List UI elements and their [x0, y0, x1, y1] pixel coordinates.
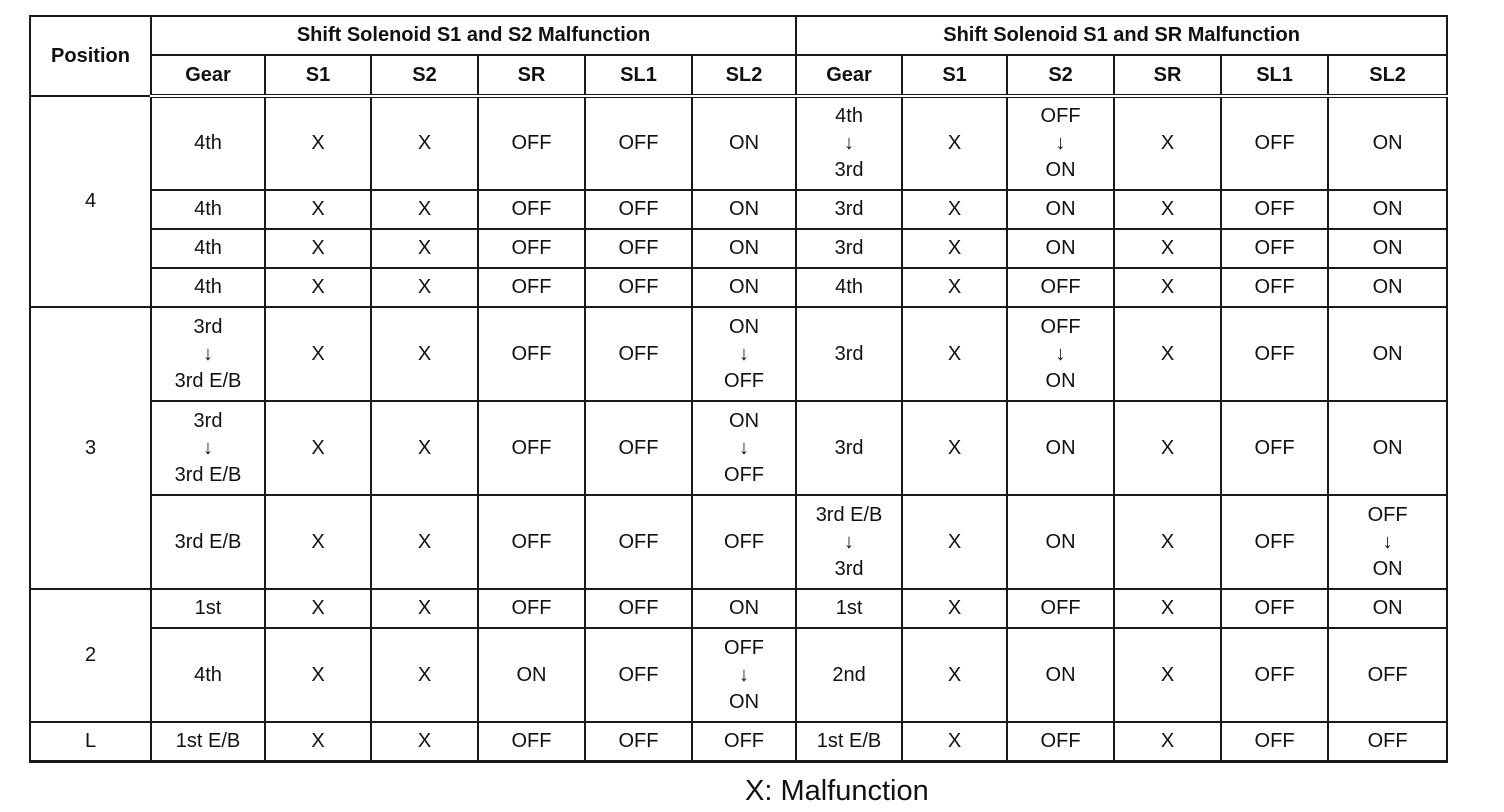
left-s1-cell: X	[265, 722, 371, 761]
state-text: ON	[1045, 369, 1076, 392]
arrow-down-icon: ↓	[1382, 530, 1393, 553]
left-sl1-cell: OFF	[585, 190, 692, 229]
transition-stack	[724, 635, 764, 716]
right-sl2-cell: ON	[1328, 589, 1447, 628]
arrow-down-icon: ↓	[1055, 342, 1066, 365]
left-sl2-cell	[692, 401, 796, 495]
table-row	[30, 722, 1447, 761]
right-s1-cell: X	[902, 268, 1007, 307]
left-sr-cell: OFF	[478, 268, 585, 307]
left-s2-cell: X	[371, 628, 478, 722]
left-sr-cell: OFF	[478, 722, 585, 761]
arrow-down-icon: ↓	[844, 132, 855, 154]
transition-stack	[835, 103, 864, 184]
right-sr-cell: X	[1114, 495, 1221, 589]
right-s2-cell: OFF	[1007, 589, 1114, 628]
right-s1-cell: X	[902, 589, 1007, 628]
left-s2-cell: X	[371, 268, 478, 307]
right-s1-cell: X	[902, 401, 1007, 495]
table-row	[30, 307, 1447, 401]
state-text: 4th	[835, 105, 863, 127]
left-gear-cell: 4th	[151, 229, 265, 268]
right-s1-cell: X	[902, 628, 1007, 722]
transition-stack	[724, 314, 764, 395]
position-cell: 4	[30, 96, 151, 307]
transition-stack	[1041, 103, 1081, 184]
left-s1-cell: X	[265, 307, 371, 401]
right-gear-cell: 1st	[796, 589, 902, 628]
arrow-down-icon: ↓	[844, 530, 855, 553]
left-s1-cell: X	[265, 401, 371, 495]
col-header-gear: Gear	[796, 55, 902, 96]
table-body	[30, 96, 1447, 761]
col-header-gear: Gear	[151, 55, 265, 96]
right-s2-cell: ON	[1007, 401, 1114, 495]
right-s2-cell: ON	[1007, 628, 1114, 722]
right-gear-cell: 3rd	[796, 401, 902, 495]
transition-stack	[175, 408, 242, 489]
left-sr-cell: OFF	[478, 589, 585, 628]
col-header-sr: SR	[1114, 55, 1221, 96]
left-sr-cell: OFF	[478, 307, 585, 401]
left-s2-cell: X	[371, 401, 478, 495]
arrow-down-icon: ↓	[739, 436, 750, 459]
left-sl2-cell: ON	[692, 190, 796, 229]
right-sl1-cell: OFF	[1221, 722, 1328, 761]
col-header-sl1: SL1	[585, 55, 692, 96]
right-sr-cell: X	[1114, 229, 1221, 268]
left-sl1-cell: OFF	[585, 722, 692, 761]
left-s1-cell: X	[265, 190, 371, 229]
arrow-down-icon: ↓	[202, 342, 213, 365]
table-row	[30, 268, 1447, 307]
left-sl2-cell	[692, 628, 796, 722]
left-s1-cell: X	[265, 268, 371, 307]
left-sl1-cell: OFF	[585, 268, 692, 307]
left-gear-cell: 4th	[151, 96, 265, 190]
right-gear-cell	[796, 96, 902, 190]
right-s2-cell	[1007, 307, 1114, 401]
right-gear-cell: 3rd	[796, 307, 902, 401]
right-sl2-cell: ON	[1328, 401, 1447, 495]
transition-stack	[1041, 314, 1081, 395]
right-gear-cell: 2nd	[796, 628, 902, 722]
right-gear-cell: 3rd	[796, 190, 902, 229]
left-s2-cell: X	[371, 495, 478, 589]
right-sl1-cell: OFF	[1221, 495, 1328, 589]
state-text: ON	[729, 409, 760, 432]
right-gear-cell: 3rd	[796, 229, 902, 268]
transition-stack	[175, 314, 242, 395]
left-sl1-cell: OFF	[585, 96, 692, 190]
left-gear-cell	[151, 307, 265, 401]
col-header-sl2: SL2	[1328, 55, 1447, 96]
right-s2-cell: ON	[1007, 229, 1114, 268]
left-gear-cell: 1st E/B	[151, 722, 265, 761]
right-sl2-cell: ON	[1328, 229, 1447, 268]
col-header-sr: SR	[478, 55, 585, 96]
state-text: 3rd	[834, 557, 864, 580]
left-gear-cell: 4th	[151, 268, 265, 307]
right-sl2-cell: OFF	[1328, 628, 1447, 722]
arrow-down-icon: ↓	[739, 342, 750, 365]
state-text: OFF	[724, 463, 765, 486]
left-sr-cell: OFF	[478, 495, 585, 589]
left-sl1-cell: OFF	[585, 589, 692, 628]
left-s2-cell: X	[371, 722, 478, 761]
table-row	[30, 190, 1447, 229]
col-header-s2: S2	[371, 55, 478, 96]
right-s2-cell: OFF	[1007, 268, 1114, 307]
left-s1-cell: X	[265, 229, 371, 268]
right-s1-cell: X	[902, 229, 1007, 268]
left-gear-cell: 4th	[151, 628, 265, 722]
right-sl2-cell	[1328, 495, 1447, 589]
left-s2-cell: X	[371, 229, 478, 268]
position-header: Position	[30, 16, 151, 96]
col-header-s1: S1	[902, 55, 1007, 96]
right-s1-cell: X	[902, 495, 1007, 589]
left-sl1-cell: OFF	[585, 495, 692, 589]
transition-stack	[724, 408, 764, 489]
right-sl2-cell: ON	[1328, 268, 1447, 307]
table-row	[30, 589, 1447, 628]
right-gear-cell: 1st E/B	[796, 722, 902, 761]
left-sl2-cell: ON	[692, 229, 796, 268]
state-text: 3rd E/B	[174, 369, 242, 392]
right-sl1-cell: OFF	[1221, 190, 1328, 229]
left-s2-cell: X	[371, 307, 478, 401]
left-sl1-cell: OFF	[585, 229, 692, 268]
left-sr-cell: OFF	[478, 401, 585, 495]
legend-note: X: Malfunction	[745, 775, 929, 807]
table-row	[30, 495, 1447, 589]
state-text: 3rd	[834, 159, 864, 181]
position-cell: L	[30, 722, 151, 761]
right-sl1-cell: OFF	[1221, 96, 1328, 190]
right-s2-cell: ON	[1007, 495, 1114, 589]
left-s2-cell: X	[371, 190, 478, 229]
left-sr-cell: OFF	[478, 190, 585, 229]
col-header-sl1: SL1	[1221, 55, 1328, 96]
right-sr-cell: X	[1114, 589, 1221, 628]
col-header-s2: S2	[1007, 55, 1114, 96]
left-s1-cell: X	[265, 495, 371, 589]
right-sl1-cell: OFF	[1221, 401, 1328, 495]
right-sr-cell: X	[1114, 190, 1221, 229]
right-sl2-cell: ON	[1328, 96, 1447, 190]
state-text: ON	[1045, 159, 1076, 181]
right-sl2-cell: ON	[1328, 307, 1447, 401]
state-text: 3rd E/B	[815, 503, 883, 526]
left-gear-cell: 4th	[151, 190, 265, 229]
left-sr-cell: OFF	[478, 229, 585, 268]
left-gear-cell: 1st	[151, 589, 265, 628]
right-sr-cell: X	[1114, 722, 1221, 761]
right-s1-cell: X	[902, 96, 1007, 190]
right-sl1-cell: OFF	[1221, 628, 1328, 722]
right-sl2-cell: ON	[1328, 190, 1447, 229]
position-cell: 2	[30, 589, 151, 722]
right-sr-cell: X	[1114, 401, 1221, 495]
right-sl1-cell: OFF	[1221, 589, 1328, 628]
state-text: ON	[729, 315, 760, 338]
state-text: ON	[1372, 557, 1403, 580]
left-s1-cell: X	[265, 628, 371, 722]
left-sl2-cell: ON	[692, 96, 796, 190]
right-s2-cell: OFF	[1007, 722, 1114, 761]
right-gear-cell	[796, 495, 902, 589]
right-s2-cell	[1007, 96, 1114, 190]
left-gear-cell: 3rd E/B	[151, 495, 265, 589]
state-text: ON	[729, 690, 760, 713]
table-row	[30, 628, 1447, 722]
state-text: OFF	[1367, 503, 1408, 526]
left-sl2-cell	[692, 307, 796, 401]
right-s1-cell: X	[902, 190, 1007, 229]
solenoid-malfunction-table	[29, 15, 1448, 763]
right-sl1-cell: OFF	[1221, 307, 1328, 401]
state-text: 3rd	[193, 409, 223, 432]
left-s2-cell: X	[371, 589, 478, 628]
left-sl2-cell: ON	[692, 268, 796, 307]
left-s1-cell: X	[265, 589, 371, 628]
state-text: OFF	[724, 636, 765, 659]
right-gear-cell: 4th	[796, 268, 902, 307]
right-sl2-cell: OFF	[1328, 722, 1447, 761]
right-s1-cell: X	[902, 307, 1007, 401]
right-sr-cell: X	[1114, 307, 1221, 401]
table-row	[30, 229, 1447, 268]
arrow-down-icon: ↓	[739, 663, 750, 686]
right-sr-cell: X	[1114, 268, 1221, 307]
group-header-s1-sr: Shift Solenoid S1 and SR Malfunction	[796, 16, 1447, 55]
arrow-down-icon: ↓	[1055, 132, 1066, 154]
col-header-s1: S1	[265, 55, 371, 96]
table-row	[30, 96, 1447, 190]
state-text: OFF	[1040, 105, 1081, 127]
transition-stack	[1368, 502, 1408, 583]
col-header-sl2: SL2	[692, 55, 796, 96]
left-sr-cell: ON	[478, 628, 585, 722]
position-cell: 3	[30, 307, 151, 589]
left-sl1-cell: OFF	[585, 307, 692, 401]
left-sl1-cell: OFF	[585, 628, 692, 722]
left-gear-cell	[151, 401, 265, 495]
state-text: 3rd E/B	[174, 463, 242, 486]
group-header-s1-s2: Shift Solenoid S1 and S2 Malfunction	[151, 16, 796, 55]
left-sl2-cell: OFF	[692, 495, 796, 589]
left-sl1-cell: OFF	[585, 401, 692, 495]
state-text: OFF	[724, 369, 765, 392]
right-sr-cell: X	[1114, 628, 1221, 722]
left-sl2-cell: OFF	[692, 722, 796, 761]
left-sr-cell: OFF	[478, 96, 585, 190]
right-sl1-cell: OFF	[1221, 268, 1328, 307]
right-sl1-cell: OFF	[1221, 229, 1328, 268]
left-s2-cell: X	[371, 96, 478, 190]
state-text: OFF	[1040, 315, 1081, 338]
state-text: 3rd	[193, 315, 223, 338]
right-s1-cell: X	[902, 722, 1007, 761]
right-sr-cell: X	[1114, 96, 1221, 190]
right-s2-cell: ON	[1007, 190, 1114, 229]
transition-stack	[816, 502, 883, 583]
left-s1-cell: X	[265, 96, 371, 190]
table-row	[30, 401, 1447, 495]
arrow-down-icon: ↓	[202, 436, 213, 459]
left-sl2-cell: ON	[692, 589, 796, 628]
